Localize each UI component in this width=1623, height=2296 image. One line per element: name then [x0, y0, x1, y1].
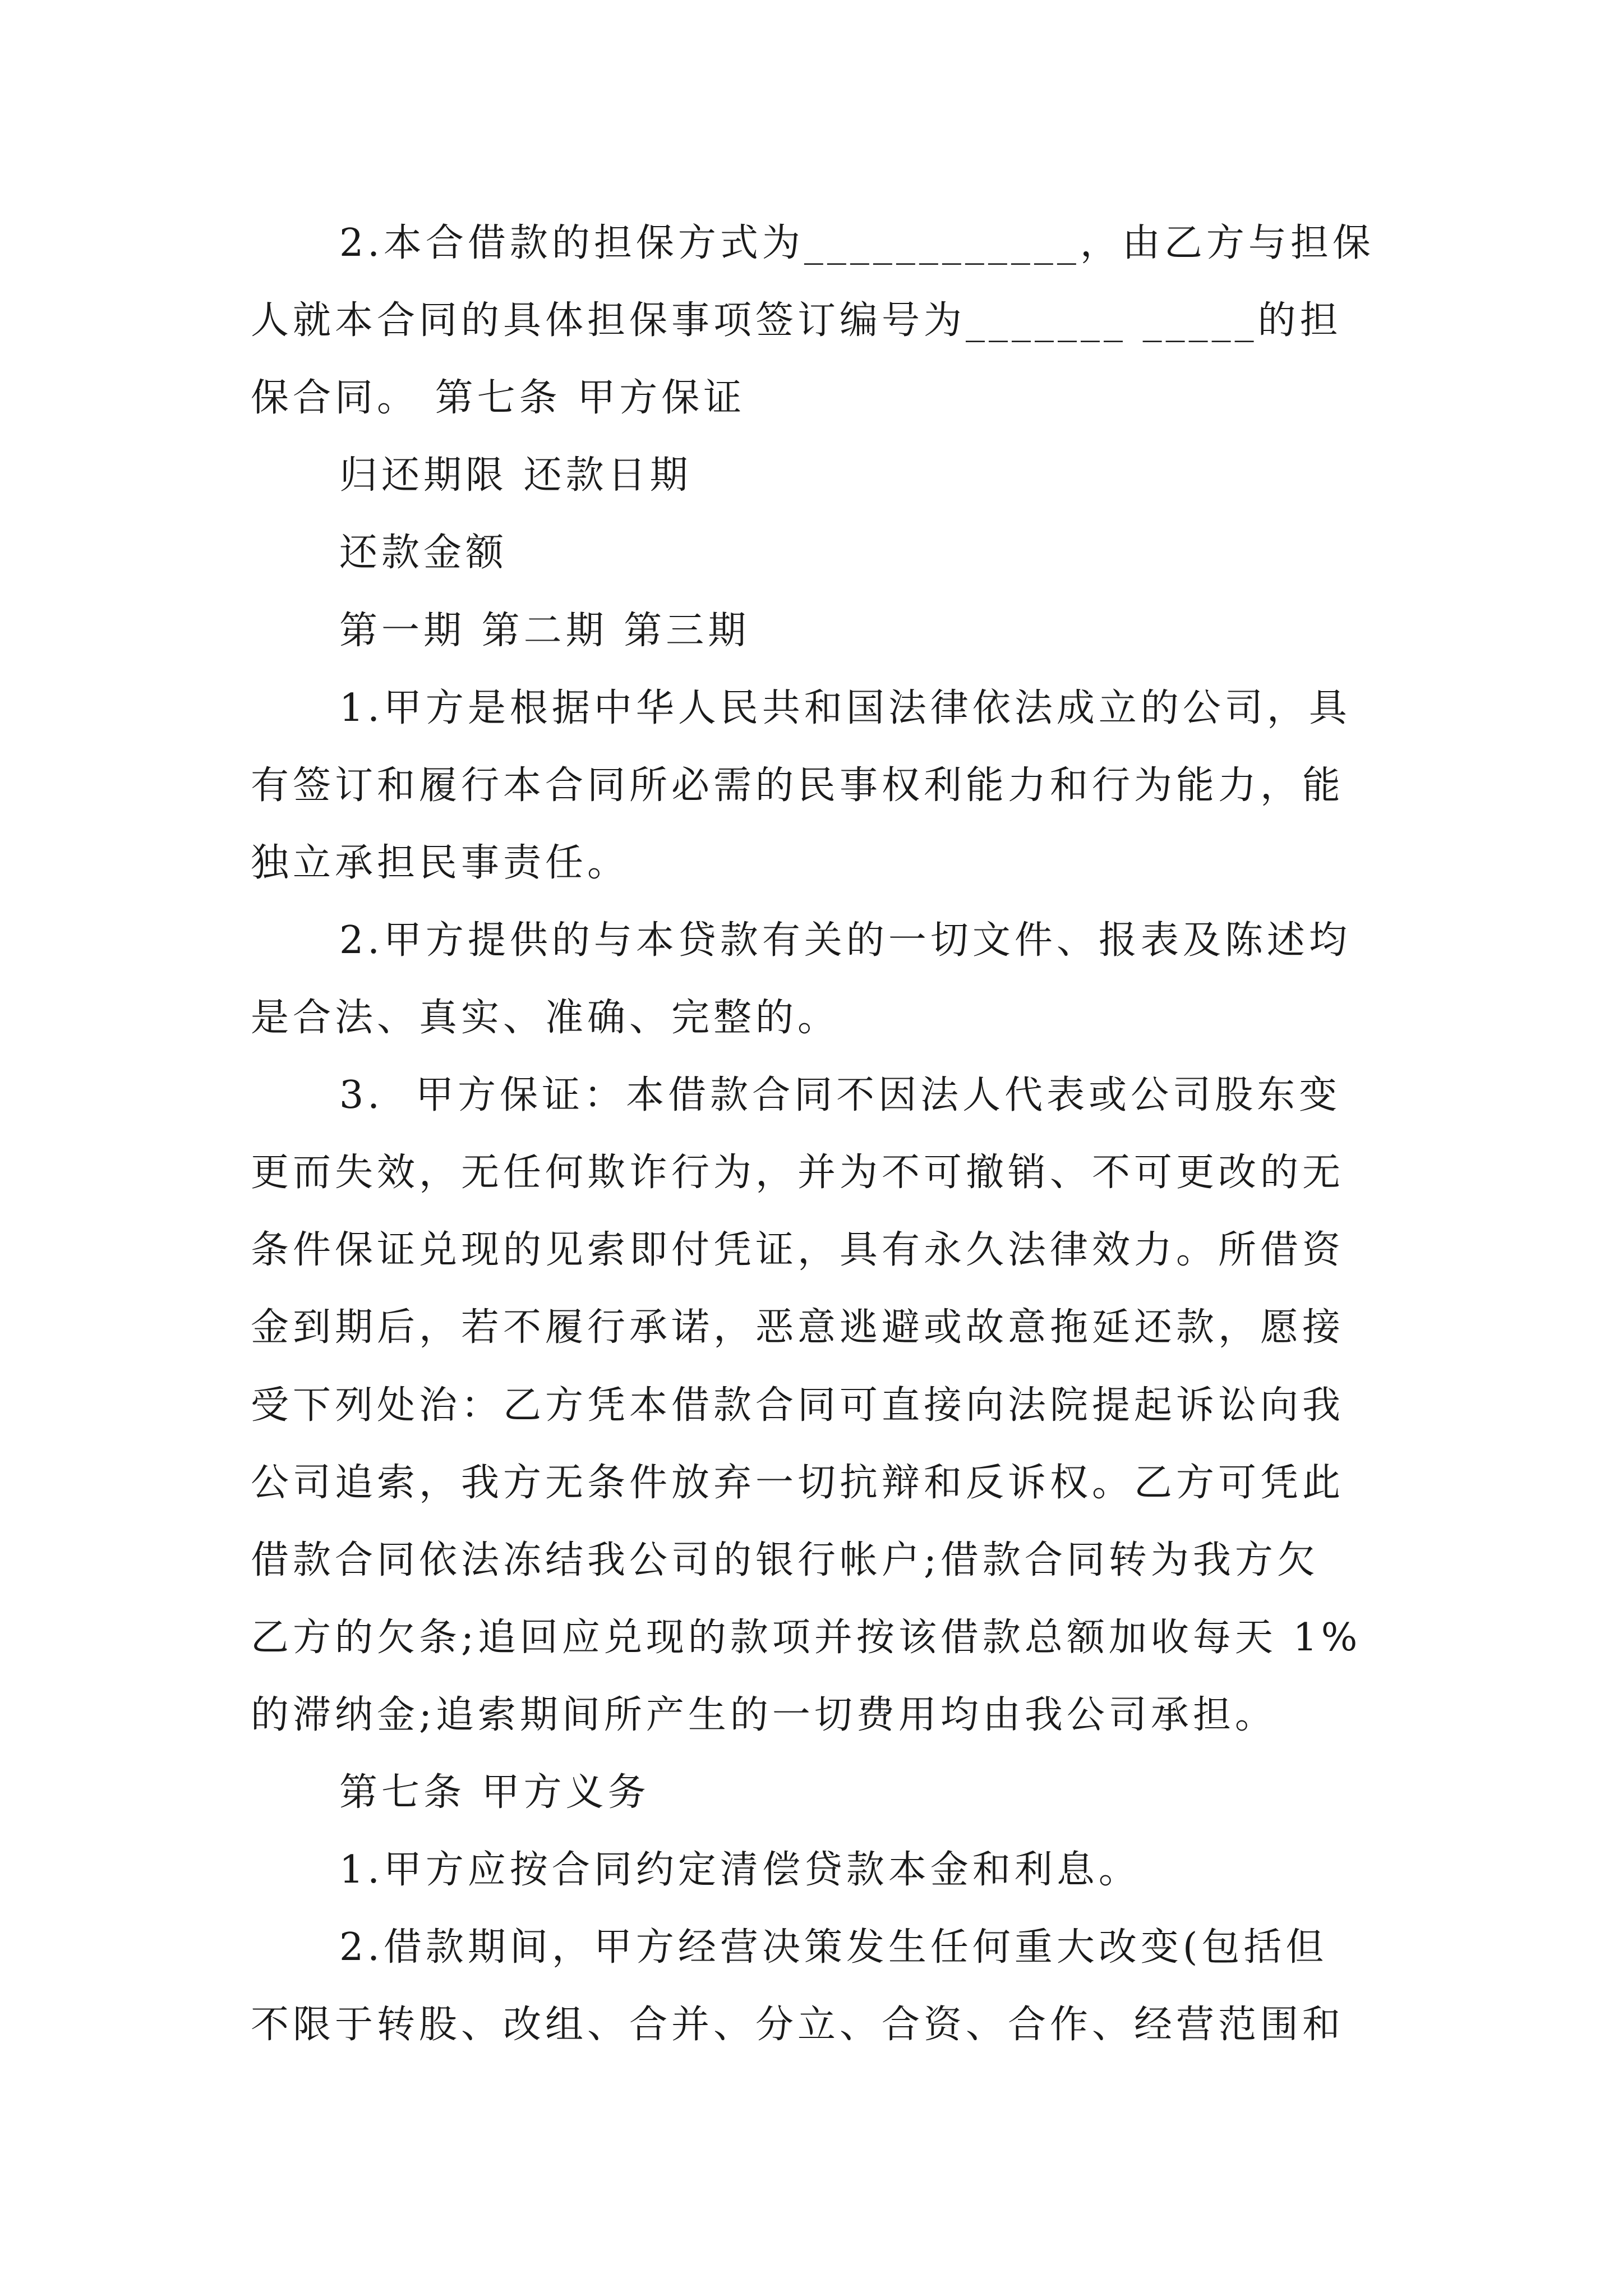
text-line: 条件保证兑现的见索即付凭证，具有永久法律效力。所借资: [251, 1228, 1345, 1272]
text-line: 2.甲方提供的与本贷款有关的一切文件、报表及陈述均: [339, 918, 1351, 963]
text-line: 借款合同依法冻结我公司的银行帐户;借款合同转为我方欠: [251, 1538, 1319, 1582]
text-line: 3. 甲方保证：本借款合同不因法人代表或公司股东变: [339, 1073, 1341, 1117]
text-line: 不限于转股、改组、合并、分立、合资、合作、经营范围和: [251, 2003, 1345, 2047]
text-line: 独立承担民事责任。: [251, 841, 630, 885]
text-line: 受下列处治：乙方凭本借款合同可直接向法院提起诉讼向我: [251, 1383, 1345, 1428]
text-line: 的滞纳金;追索期间所产生的一切费用均由我公司承担。: [251, 1693, 1277, 1737]
text-line: 第七条 甲方义务: [339, 1770, 650, 1815]
text-line: 人就本合同的具体担保事项签订编号为_______ _____的担: [251, 298, 1342, 343]
text-line: 保合同。 第七条 甲方保证: [251, 376, 746, 420]
text-line: 公司追索，我方无条件放弃一切抗辩和反诉权。乙方可凭此: [251, 1461, 1345, 1505]
text-line: 更而失效，无任何欺诈行为，并为不可撤销、不可更改的无: [251, 1151, 1345, 1195]
text-line: 归还期限 还款日期: [339, 453, 692, 498]
text-line: 2.本合借款的担保方式为____________，由乙方与担保: [339, 221, 1375, 265]
text-line: 第一期 第二期 第三期: [339, 609, 750, 653]
text-line: 1.甲方应按合同约定清偿贷款本金和利息。: [339, 1848, 1141, 1892]
text-line: 2.借款期间，甲方经营决策发生任何重大改变(包括但: [339, 1925, 1328, 1970]
text-line: 还款金额: [339, 531, 508, 575]
text-line: 是合法、真实、准确、完整的。: [251, 996, 840, 1040]
text-line: 金到期后，若不履行承诺，恶意逃避或故意拖延还款，愿接: [251, 1305, 1345, 1350]
text-line: 乙方的欠条;追回应兑现的款项并按该借款总额加收每天 1%: [251, 1616, 1362, 1660]
text-line: 1.甲方是根据中华人民共和国法律依法成立的公司，具: [339, 686, 1351, 730]
text-line: 有签订和履行本合同所必需的民事权利能力和行为能力，能: [251, 763, 1345, 808]
